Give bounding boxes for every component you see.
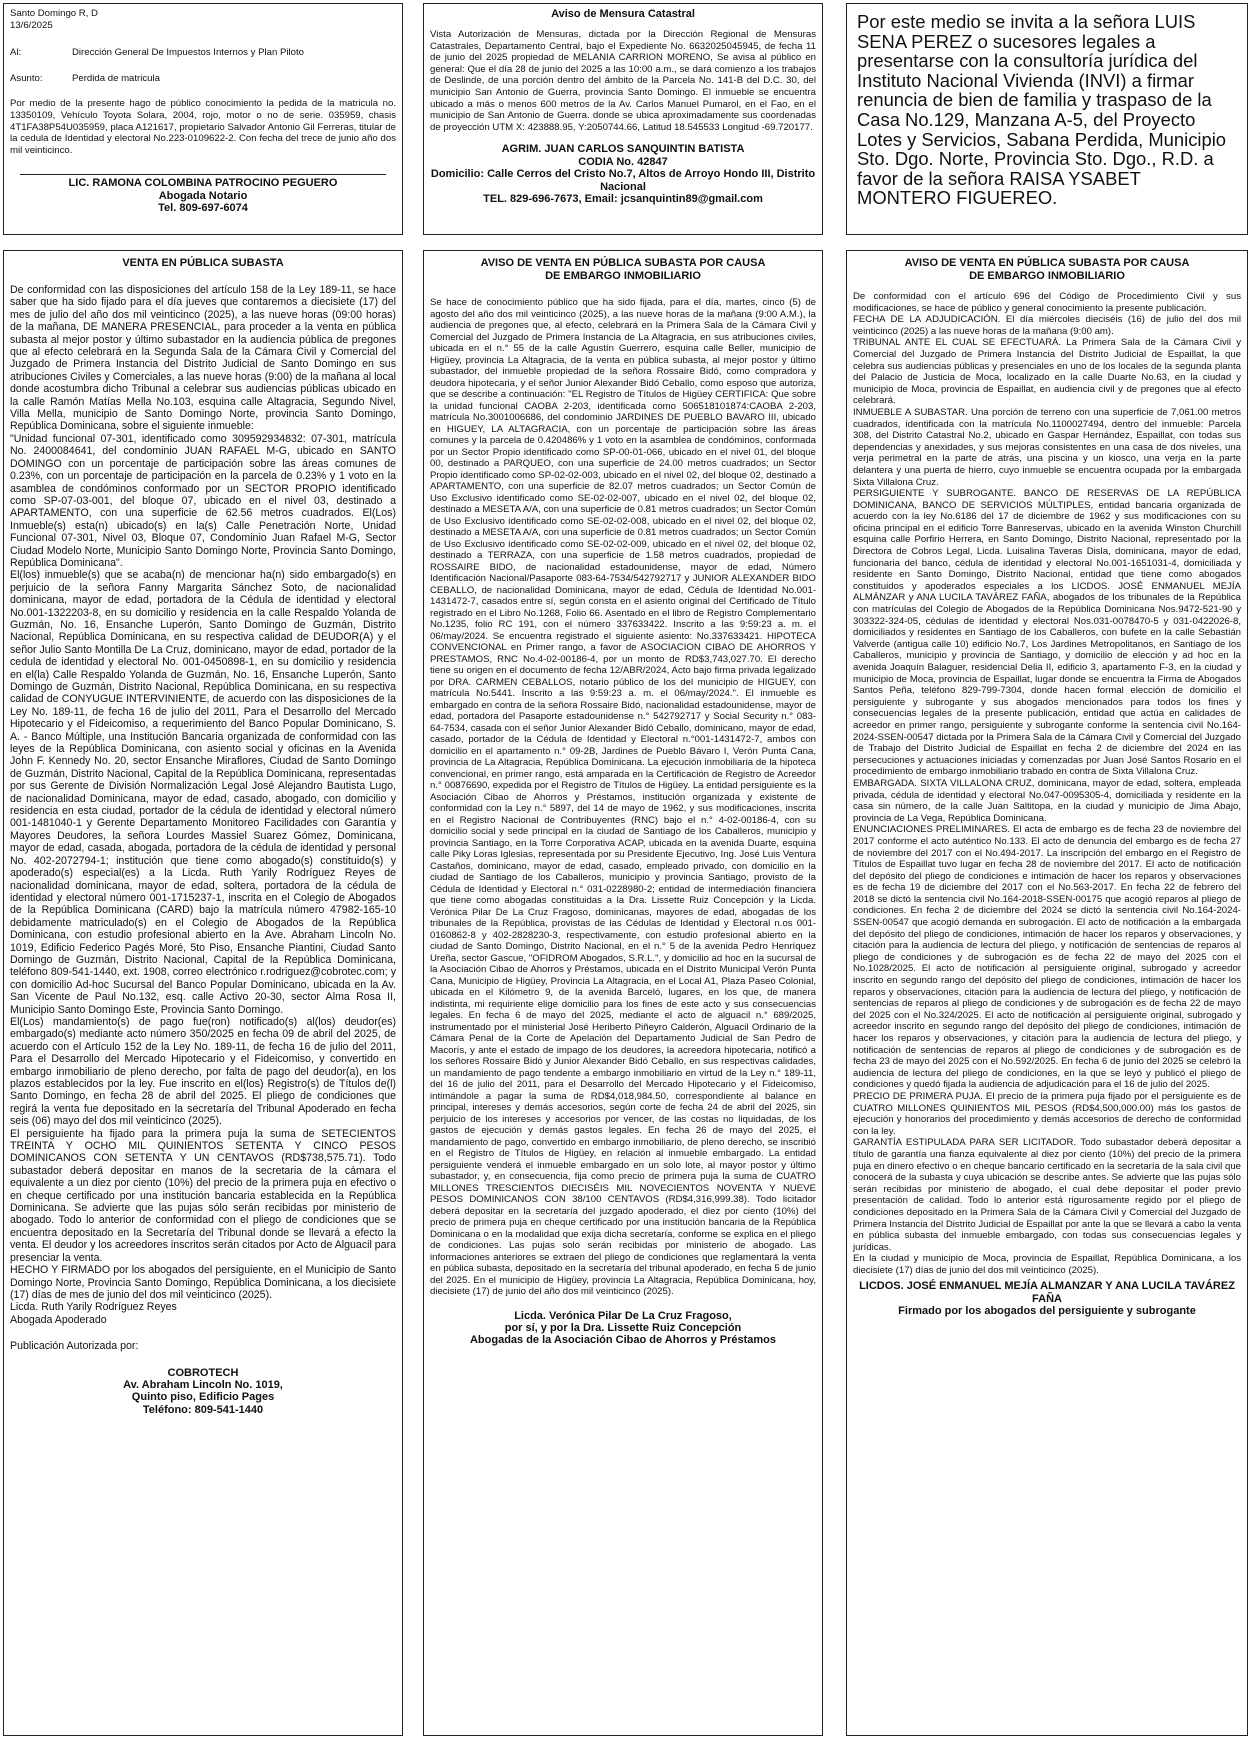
paragraph: De conformidad con las disposiciones del artículo 158 de la Ley 189-11, se hace saber que ha sido fijado para el día jueves que contaremos a diecisiete (17) del mes de julio del año dos mil veinticinco (2025), a las nueve horas (09:00 horas) de la mañana, DE MANERA PRESENCIAL, para proceder a la venta en pública subasta al mejor postor y último subastador en la audiencia pública de pregones que al efecto celebrará en la Segunda Sala de la Cámara Civil y Comercial del Juzgado de Primera Instancia del Distrito Judicial de Santo Domingo en sus atribuciones Civiles y Comerciales, a las nueve horas (9:00) de la mañana al local donde acostumbra dicho Tribunal a celebrar sus audiencias públicas ubicado en la calle Ramón Matías Mella No.103, esquina calle Altagracia, Segundo Nivel, Villa Mella, municipio de Santo Domingo Norte, provincia Santo Domingo, República Dominicana, sobre el siguiente inmueble:	[10, 284, 396, 433]
signature-role: Firmado por los abogados del persiguiente y subrogante	[898, 1305, 1196, 1318]
notice-public-auction-2	[423, 250, 823, 1736]
notice-title: Aviso de Mensura Catastral	[551, 8, 695, 20]
notice-body: Por este medio se invita a la señora LUIS SENA PEREZ o sucesores legales a presentarse con la consultoría jurídica del Instituto Nacional Vivienda (INVI) a firmar renuncia de bien de familia y traspaso de la Casa No.129, Manzana A-5, del Proyecto Lotes y Servicios, Sabana Perdida, Municipio Sto. Dgo. Norte, Provincia Sto. Dgo., R.D. a favor de la señora RAISA YSABET MONTERO FIGUEREO.	[857, 11, 1227, 209]
paragraph: FECHA DE LA ADJUDICACIÓN. El día miércoles dieciséis (16) de julio del dos mil veinticinco (2025) a las nueve horas de la mañana (9:00 am).	[853, 314, 1241, 337]
paragraph: "Unidad funcional 07-301, identificado como 309592934832: 07-301, matrícula No. 2400084641, del condominio JUAN RAFAEL M-G, ubicado en SANTO DOMINGO con un porcentaje de participación sobre las áreas comunes de 0.23%, con un porcentaje de participación en la parcela de 0.23% y 1 voto en la asamblea de condóminos conformado por un SECTOR PROPIO identificado como SP-07-03-001, del bloque 07, ubicado en el nivel 03, destinado a APARTAMENTO, con una superficie de 62.56 metros cuadrados. El(Los) Inmueble(s) esta(n) ubicado(s) en la(s) Calle Penetración Norte, Unidad Funcional 07-301, Nivel 03, Bloque 07, Condominio Juan Rafael M-G, Sector Ciudad Modelo Norte, Municipio Santo Domingo Norte, Provincia Santo Domingo, República Dominicana".	[10, 432, 396, 569]
publication-authorized: Publicación Autorizada por:	[10, 1340, 139, 1353]
signature-name: Licda. Verónica Pilar De La Cruz Fragoso,	[514, 1309, 732, 1322]
notice-invi-invitation	[846, 3, 1248, 235]
notice-subject-row	[10, 73, 396, 85]
paragraph: INMUEBLE A SUBASTAR. Una porción de terreno con una superficie de 7,061.00 metros cuadrados, identificada con la matrícula No.1100027494, dentro del inmueble: Parcela 308, del Distrito Catastral No.2, ubicado en Gaspar Hernández, Espaillat, con todas sus dependencias y anexidades, y sus mejoras consistentes en una casa de dos niveles, una verja perimetral en la parte de atrás, una piscina y un kiosco, una verja en la parte delantera y una puerta de hierro, cuyo inmueble se encuentra ocupada por la embargada Sixta Villalona Cruz.	[853, 406, 1241, 488]
paragraph: EMBARGADA. SIXTA VILLALONA CRUZ, dominicana, mayor de edad, soltera, empleada privada, cédula de identidad y electoral No.047-0095305-4, domiciliada y residente en la casa sin número, de la calle Juan Saltitopa, en la ciudad y municipio de Jima Abajo, provincia de La Vega, República Dominicana.	[853, 777, 1241, 824]
signature-company: COBROTECH	[167, 1366, 239, 1379]
lawyer-role: Abogada Apoderado	[10, 1313, 107, 1326]
paragraph: El(los) inmueble(s) que se acaba(n) de mencionar ha(n) sido embargado(s) en perjuicio de la señora Fanny Margarita Sánchez Soto, de nacionalidad dominicana, mayor de edad, portadora de la Cédula de identidad y electoral No.001-1322203-8, en su domicilio y residencia en la calle Respaldo Yolanda de Guzmán, No. 16, Ensanche Luperón, Santo Domingo de Guzmán, Distrito Nacional, República Dominicana, en su respectiva calidad de DEUDOR(A) y el señor Julio Santo Montilla De La Cruz, dominicano, mayor de edad, portador de la cedula de identidad y electoral No. 001-0450898-1, en su domicilio y residencia en el(la) Calle Respaldo Yolanda de Guzmán, No. 16, Ensanche Luperón, Santo Domingo de Guzmán, Distrito Nacional, República Dominicana, en su respectiva calidad de CONYUGUE INTERVINIENTE, de acuerdo con las disposiciones de la Ley No. 189-11, de fecha 16 de julio del 2011, Para el Desarrollo del Mercado Hipotecario y el Fideicomiso, a requerimiento del Banco Popular Dominicano, S. A. - Banco Múltiple, una Institución Bancaria organizada de conformidad con las leyes de la República Dominicana, con asiento social y oficinas en la Avenida John F. Kennedy No. 20, sector Ensanche Miraflores, Ciudad de Santo Domingo de Guzmán, Distrito Nacional, Capital de la República Dominicana, representadas por sus Gerente de División Normalización Legal José Alejandro Bautista Lugo, de nacionalidad Dominicana, mayor de edad, casado, abogado, con domicilio y residencia en esta ciudad, portador de la cédula de identidad y electoral número 001-1481040-1 y Gerente Departamento Monitoreo Facilidades con Garantía y Mayores Deudores, la señora Lourdes Massiel Suarez Gómez, Dominicana, mayor de edad, casada, abogada, portadora de la cédula de identidad y personal No. 402-2072794-1; institución que tiene como abogado(s) constituido(s) y apoderado(s) especial(es) a la Licda. Ruth Yarily Rodríguez Reyes de nacionalidad dominicana, mayor de edad, soltera, portadora de la cédula de identidad y electoral número 001-1715237-1, inscrita en el Colegio de Abogados de la República Dominicana (CARD) bajo la matrícula número 47982-165-10 debidamente matriculado(s) en el Colegio de Abogados de la República Dominicana, con estudio profesional abierto en la Ave. Abraham Lincoln No. 1019, Edificio Federico Pagés Moré, 5to Piso, Ensanche Piantini, Ciudad Santo Domingo de Guzmán, Distrito Nacional, Capital de la República Dominicana, teléfono 809-541-1440, ext. 1908, correo electrónico r.rodriguez@cobrotec.com; y con domicilio Ad-hoc Sucursal del Banco Popular Dominicano, ubicada en la Av. San Vicente de Paul No.132, esq. calle Activo 20-30, sector Alma Rosa II, Municipio Santo Domingo Este, Provincia Santo Domingo.	[10, 569, 396, 1016]
subject-label: Asunto:	[10, 72, 43, 84]
signature-line	[20, 174, 386, 175]
signature-name: AGRIM. JUAN CARLOS SANQUINTIN BATISTA	[501, 143, 745, 156]
signature-address: Domicilio: Calle Cerros del Cristo No.7, Altos de Arroyo Hondo III, Distrito Nacional	[430, 168, 816, 193]
signature-names: LICDOS. JOSÉ ENMANUEL MEJÍA ALMANZAR Y ANA LUCILA TAVÁREZ FAÑA	[859, 1280, 1235, 1305]
paragraph: El(Los) mandamiento(s) de pago fue(ron) notificado(s) al(los) deudor(es) embargado(s) mediante acto número 350/2025 en fecha 09 de abril del 2025, de acuerdo con el Artículo 152 de la Ley No. 189-11, de fecha 16 de julio del 2011, Para el Desarrollo del Mercado Hipotecario y el Fideicomiso, y convertido en embargo inmobiliario de pleno derecho, por falta de pago del deudor(a), en los plazos establecidos por la ley. Fue inscrito en el(los) Registro(s) de Títulos de(l) Santo Domingo, en fecha 28 de abril del 2025. El pliego de condiciones que regirá la venta fue depositado en la secretaría del Tribunal Apoderado en fecha seis (06) mayo del dos mil veinticinco (2025).	[10, 1015, 396, 1128]
notice-title: AVISO DE VENTA EN PÚBLICA SUBASTA POR CAUSA	[480, 257, 766, 269]
notice-subtitle: DE EMBARGO INMOBILIARIO	[545, 270, 701, 282]
notice-title: AVISO DE VENTA EN PÚBLICA SUBASTA POR CAUSA	[904, 257, 1190, 269]
notice-to-row	[10, 47, 396, 59]
paragraph: HECHO Y FIRMADO por los abogados del persiguiente, en el Municipio de Santo Domingo Norte, Provincia Santo Domingo, República Dominicana, a los diecisiete (17) días de mes de junio del dos mil veinticinco (2025).	[10, 1264, 396, 1301]
paragraph: De conformidad con el artículo 696 del Código de Procedimiento Civil y sus modificaciones, se hace de público y general conocimiento la presente publicación.	[853, 291, 1241, 314]
signature-contact: TEL. 829-696-7673, Email: jcsanquintin89@gmail.com	[483, 192, 763, 205]
notice-public-auction-1	[3, 250, 403, 1736]
lawyer-name: Licda. Ruth Yarily Rodríguez Reyes	[10, 1301, 177, 1314]
notice-lost-registration	[3, 3, 403, 235]
notice-date: 13/6/2025	[10, 19, 53, 31]
subject-value: Perdida de matricula	[72, 72, 160, 84]
signature-role: Abogadas de la Asociación Cibao de Ahorros y Préstamos	[469, 1334, 777, 1347]
signature-name: LIC. RAMONA COLOMBINA PATROCINO PEGUERO	[68, 177, 338, 190]
paragraph: PERSIGUIENTE Y SUBROGANTE. BANCO DE RESERVAS DE LA REPÚBLICA DOMINICANA, BANCO DE SERVICIOS MÚLTIPLES, entidad bancaria organizada de acuerdo con la ley No.6186 del 17 de diciembre de 1962 y sus modificaciones con su oficina principal en el edificio Torre Banreservas, ubicado en la avenida Winston Churchill esquina calle Porfirio Herrera, en Santo Domingo, Distrito Nacional, representado por la Directora de Cobros Legal, Licda. Luisalina Taveras Disla, dominicana, mayor de edad, funcionaria del banco, cédula de identidad y electoral No.001-1651031-4, domiciliada y residente en Santo Domingo, Distrito Nacional, entidad que tiene como abogados constituidos y apoderados especiales a los LICDOS. JOSÉ ENMANUEL MEJÍA ALMÁNZAR y ANA LUCILA TAVÁREZ FAÑA, abogados de los tribunales de la República con matrículas del Colegio de Abogados de la República Dominicana Nos.9472-521-90 y 303322-324-05, cédulas de identidad y electoral Nos.031-0078470-5 y 031-0422026-8, domiciliados y residentes en Santiago de los Caballeros, con bufete en la calle Sebastián Valverde (antigua calle 10) edificio No.7, Los Jardines Metropolitanos, en Santiago de los Caballeros, municipio y provincia de Santiago, y domicilio de elección y ad hoc en la avenida Joaquín Balaguer, residencial Delia II, edificio 3, apartamento F-3, en la ciudad y municipio de Moca, provincia de Espaillat, lugar donde se encuentra la Firma de Abogados Santos Peña, teléfono 829-799-7304, donde hacen formal elección de domicilio el persiguiente y subrogante y sus abogados mencionados para todos los fines y consecuencias legales de la presente publicación, entidad que actúa en calidades de acreedor en primer rango, persiguiente y subrogante conforme la sentencia civil No.164-2024-SSEN-00547 dictada por la Primera Sala de la Cámara Civil y Comercial del Juzgado de Trabajo del Distrito Judicial de Espaillat en fecha 2 de diciembre del 2024 en las persecuciones y actuaciones iniciadas y comenzadas por Juan José Santos Rosario en el procedimiento de embargo inmobiliario trabado en contra de Sixta Villalona Cruz.	[853, 488, 1241, 778]
notice-title: VENTA EN PÚBLICA SUBASTA	[122, 257, 284, 269]
notice-public-auction-3	[846, 250, 1248, 1736]
notice-body: Por medio de la presente hago de público conocimiento la pedida de la matricula no. 13350109, Vehículo Toyota Solara, 2004, rojo, motor o no de serie. 035959, chasis 4T1FA38P54U035959, placa A121617, propietario Salvador Antonio Gil Ferreras, titular de la cedula de Identidad y electoral No.223-0109622-2. Con fecha del trece de junio año dos mil veinticinco.	[10, 98, 396, 156]
to-value: Dirección General De Impuestos Internos y Plan Piloto	[72, 47, 304, 59]
notice-subtitle: DE EMBARGO INMOBILIARIO	[969, 270, 1125, 282]
signature-codia: CODIA No. 42847	[578, 155, 668, 168]
paragraph: Se hace de conocimiento público que ha sido fijada, para el día, martes, cinco (5) de agosto del año dos mil veinticinco (2025), a las nueve horas de la mañana (9:00 A.M.), la audiencia de pregones que, al efecto, celebrará en la Primera Sala de la Cámara Civil y Comercial del Juzgado de Primera Instancia de La Altagracia, en sus atribuciones civiles, ubicada en el n.° 55 de la calle Agustín Guerrero, esquina calle Beller, municipio de Higüey, provincia La Altagracia, de la venta en pública subasta, al mejor postor y último subastador, del inmueble propiedad de la señora Rossaire Bidó, como compradora y deudora hipotecaria, y el señor Junior Alexander Bidó Ceballo, como esposo que autoriza, que se describe a continuación: "EL Registro de Títulos de Higüey CERTIFICA: Que sobre la unidad funcional CAOBA 2-203, identificada como 506518101874:CAOBA 2-203, matrícula No.3001006686, del condominio JARDINES DE PUEBLO BAVARO III, ubicado en HIGUEY, LA ALTAGRACIA, con un porcentaje de participación sobre las áreas comunes y la parcela de 0.420486% y 1 voto en la asamblea de condóminos, conformada por un Sector Propio identificado como SP-00-01-066, ubicado en el nivel 01, del bloque 00, destinado a PARQUEO, con una superficie de 24.00 metros cuadrados; un Sector Propio identificado como SP-02-02-003, ubicado en el nivel 02, del bloque 02, destinado a APARTAMENTO, con una superficie de 82.07 metros cuadrados; un Sector Común de Uso Exclusivo identificado como SE-02-02-007, ubicado en el nivel 02, del bloque 02, destinado a MESETA A/A, con una superficie de 0.81 metros cuadrados; un Sector Común de Uso Exclusivo identificado como SE-02-02-008, ubicado en el nivel 02, del bloque 02, destinado a MESETA A/A, con una superficie de 0.81 metros cuadrados; un Sector Común de Uso Exclusivo identificado como SE-02-02-009, ubicado en el nivel 02, del bloque 02, destinado a TERRAZA, con una superficie de 1.58 metros cuadrados, propiedad de ROSSAIRE BIDO, de nacionalidad estadounidense, mayor de edad, Número Identificación Nacional/Pasaporte 083-64-7534/542792717 y JUNIOR ALEXANDER BIDO CEBALLO, de nacionalidad Dominicana, mayor de edad, Cédula de Identidad No.001-1431472-7, casados entre sí, según consta en el asiento original del Certificado de Título registrado en el Libro No.1268, Folio 66. Asentado en el libro de Registro Complementario No.1235, folio RC 191, con el número 337633422. Inscrito a las 9:59:23 a. m. el 06/may/2024. Se encuentra registrado el siguiente asiento: No.337633421. HIPOTECA CONVENCIONAL en Primer rango, a favor de ASOCIACION CIBAO DE AHORROS Y PRESTAMOS, RNC No.4-02-00186-4, por un monto de RD$3,743,027.70. El derecho tiene su origen en el documento de fecha 12/ABR/2024, Acto bajo firma privada legalizado por DRA. CARMEN CEBALLOS, notario público de los del municipio de HIGUEY, con matrícula No.5441. Inscrito a las 9:59:23 a. m. el 06/may/2024.". El inmueble es embargado en contra de la señora Rossaire Bidó, nacionalidad estadounidense, mayor de edad, portadora del Pasaporte estadounidense n.° 542792717 y Social Security n.° 083-64-7534, casada con el señor Junior Alexander Bidó Ceballo, dominicano, mayor de edad, casado, portador de la Cédula de Identidad y Electoral n.°001-1431472-7, ambos con domicilio en el apartamento n.° 09-2B, Jardines de Pueblo Bávaro I, Verón Punta Cana, provincia de La Altagracia, República Dominicana. La ejecución inmobiliaria de la hipoteca convencional, en primer rango, está amparada en la Certificación de Registro de Acreedor n.° 00876690, expedida por el Registro de Títulos de Higüey. La entidad persiguiente es la Asociación Cibao de Ahorros y Préstamos, institución organizada y existente de conformidad con la Ley n.° 5897, del 14 de mayo de 1962, y sus modificaciones, inscrita en el Registro Nacional de Contribuyentes (RNC) bajo el n.° 4-02-00186-4, con su domicilio social y sede principal en la ciudad de Santiago de los Caballeros, municipio y provincia Santiago, en la Torre Corporativa ACAP, ubicada en la avenida Duarte, esquina calle Piky Loras Iglesias, representada por su Presidente Ejecutivo, Ing. José Luis Ventura Castaños, dominicano, mayor de edad, casado, empleado privado, con domicilio en la ciudad de Santiago de los Caballeros, municipio y provincia Santiago, provisto de la Cédula de Identidad y Electoral n.° 031-0228980-2; entidad de intermediación financiera que tiene como abogadas constituidas a la Dra. Lissette Ruiz Concepción y la Licda. Verónica Pilar De La Cruz Fragoso, dominicanas, mayores de edad, abogadas de los tribunales de la República, provistas de las Cédulas de Identidad y Electoral n.os 001-0160862-8 y 402-2828230-3, respectivamente, con estudio profesional abierto en la ciudad de Santo Domingo, Distrito Nacional, en el n.° 5 de la avenida Pedro Henríquez Ureña, sector Gascue, "OFIDROM Abogados, S.R.L.", y domicilio ad hoc en la sucursal de la Asociación Cibao de Ahorros y Préstamos, ubicada en el Distrito Municipal Verón Punta Cana, Municipio de Higüey, Provincia La Altagracia, en el Local A1, Plaza Paseo Colonial, ubicada en el Kilómetro 9, de la avenida Barceló, lugares, en los que, de manera indistinta, mi requiriente elige domicilio para los fines de este acto y sus consecuencias legales. En fecha 6 de mayo del 2025, mediante el acto de alguacil n.° 689/2025, instrumentado por el ministerial José Heriberto Piñeyro Calderón, Alguacil Ordinario de la Cámara Penal de la Corte de Apelación del Departamento Judicial de San Pedro de Macorís, y ante el estado de impago de los deudores, la acreedora hipotecaria, notificó a los señores Rossaire Bidó y Junior Alexander Bidó Ceballo, en sus respectivas calidades, un mandamiento de pago tendente a embargo inmobiliario en virtud de la Ley n.° 189-11, del 16 de julio del 2011, para el Desarrollo del Mercado Hipotecario y el Fideicomiso, intimándole a pagar la suma de RD$4,018,984.50, correspondiente al balance en principal, intereses y demás accesorios, según corte de fecha 24 de abril del 2025, sin perjuicio de los intereses y accesorios por vencer, de las costas no liquidadas, de los gastos de ejecución y demás gastos legales. En fecha 26 de mayo del 2025, el mandamiento de pago, convertido en embargo inmobiliario, de pleno derecho, se inscribió en el Registro de Títulos de Higüey, en relación al inmueble embargado. La entidad persiguiente venderá el inmueble embargado en un solo lote, al mayor postor y último subastador, y, en consecuencia, fija como precio de primera puja la suma de CUATRO MILLONES TRESCIENTOS DIECISÉIS MIL NOVECIENTOS NOVENTA Y NUEVE PESOS DOMINICANOS CON 38/100 CENTAVOS (RD$4,316,999.38). Todo licitador deberá depositar en la secretaría del juzgado apoderado, el diez por ciento (10%) del precio de primera puja en cheque certificado por una institución bancaria de la República Dominicana o en la modalidad que exija dicha secretaría, conforme se explica en el pliego de condiciones. Las pujas solo serán recibidas por ministerio de abogado. Las informaciones anteriores se extraen del pliego de condiciones que reglamentará la venta en pública subasta, depositado en la secretaría del tribunal apoderado, en fecha 5 de junio del 2025. En el municipio de Higüey, provincia La Altagracia, República Dominicana, hoy, diecisiete (17) de junio del año dos mil veinticinco (2025).	[430, 297, 816, 1297]
paragraph: PRECIO DE PRIMERA PUJA. El precio de la primera puja fijado por el persiguiente es de CUATRO MILLONES QUINIENTOS MIL PESOS (RD$4,500,000.00) más los gastos de ejecución y honorarios del procedimiento y demás accesorios de derecho de conformidad con la ley.	[853, 1090, 1241, 1137]
signature-phone: Teléfono: 809-541-1440	[142, 1403, 264, 1416]
paragraph: TRIBUNAL ANTE EL CUAL SE EFECTUARÁ. La Primera Sala de la Cámara Civil y Comercial del Juzgado de Primera Instancia del Distrito Judicial de Espaillat, la que celebra sus audiencias públicas y presenciales en uno de los locales de la segunda planta del Palacio de Justicia de Moca, localizado en la calle Duarte No.63, en la ciudad y municipio de Moca, provincia de Espaillat, en audiencia civil y de pregones que al efecto celebrará.	[853, 337, 1241, 407]
signature-cosigner: por sí, y por la Dra. Lissette Ruiz Concepción	[504, 1321, 742, 1334]
notice-cadastral-survey	[423, 3, 823, 235]
paragraph: El persiguiente ha fijado para la primera puja la suma de SETECIENTOS TREINTA Y OCHO MIL QUINIENTOS SETENTA Y CINCO PESOS DOMINICANOS CON SETENTA Y UN CENTAVOS (RD$738,575.71). Todo subastador deberá depositar en manos de la secretaria de la cámara el equivalente a un diez por ciento (10%) del precio de la primera puja en efectivo o en cheque certificado por una institución bancaria establecida en la República Dominicana. Se advierte que las pujas sólo serán recibidas por ministerio de abogado. Todo lo anterior de conformidad con el pliego de condiciones que se encuentra depositado en la Secretaría del Tribunal donde se llevará a efecto la venta. El deudor y los acreedores inscritos serán citados por Acto de Alguacil para presenciar la venta.	[10, 1127, 396, 1264]
paragraph: ENUNCIACIONES PRELIMINARES. El acta de embargo es de fecha 23 de noviembre del 2017 conforme el acto auténtico No.133. El acto de denuncia del embargo es de fecha 27 de noviembre del 2017 con el No.494-2017. La inscripción del embargo en el Registro de Títulos de Espaillat tuvo lugar en fecha 28 de noviembre del 2017. El acto de notificación del depósito del pliego de condiciones e intimación de hacer los reparos y observaciones es de fecha 19 de diciembre del 2017 con el No.563-2017. En fecha 22 de febrero del 2018 se dictó la sentencia civil No.164-2018-SSEN-00175 que acogió reparos al pliego de condiciones. En fecha 2 de diciembre del 2024 se dictó la sentencia civil No.164-2024-SSEN-00547 que acogió demanda en subrogación. El acto de notificación a la embargada del depósito del pliego de condiciones, intimación de hacer los reparos y observaciones, y citación para la audiencia de lectura del pliego, y notificación de sentencias de reparos al pliego de condiciones y de subrogación es de fecha 22 de mayo del 2025 con el No.1028/2025. El acto de notificación al persiguiente original, subrogado y acreedor inscrito en segundo rango del depósito del pliego de condiciones, intimación de hacer los reparos y observaciones, citación para la audiencia de lectura del pliego, y notificación de sentencias de reparos al pliego de condiciones y de subrogación es de fecha 22 de mayo del 2025 con el No.324/2025. El acto de notificación al persiguiente original, subrogado y acreedor inscrito en segundo rango del depósito del pliego de condiciones, intimación de hacer los reparos y observaciones, y citación para la audiencia de lectura del pliego, y notificación de sentencias de reparos al pliego de condiciones y de subrogación es de fecha 23 de mayo del 2025 con el No.592/2025. En fecha 6 de junio del 2025 se celebró la audiencia de lectura del pliego de condiciones, en la que se leyó y publicó el pliego de condiciones y quedó fijada la audiencia de adjudicación para el 16 de julio del 2025.	[853, 824, 1241, 1091]
signature-title: Abogada Notario	[158, 189, 248, 202]
notice-location: Santo Domingo R, D	[10, 8, 98, 19]
signature-phone: Tel. 809-697-6074	[158, 202, 248, 215]
notice-body: Vista Autorización de Mensuras, dictada por la Dirección Regional de Mensuras Catastrales, Departamento Central, bajo el Expediente No. 6632025045945, de fecha 11 de junio del 2025 propiedad de MELANIA CARRION MORENO, Se avisa al público en general: Que el día 28 de junio del 2025 a las 10:00 a.m., se dará comienzo a los trabajos de Deslinde, de una porción dentro del ámbito de la Parcela No. 141-B del D.C. 30, del municipio San Antonio de Guerra, provincia Santo Domingo. El inmueble se encuentra ubicado a más o menos 600 metros de la Av. Carlos Manuel Pumarol, en el Fao, en el municipio de San Antonio de Guerra. donde se ubica aproximadamente sus coordenadas de proyección UTM X: 423888.95, Y:2050744.66, Latitud 18.545533 Longitud -69.720177.	[430, 29, 816, 133]
to-label: Al:	[10, 47, 22, 59]
paragraph: En la ciudad y municipio de Moca, provincia de Espaillat, República Dominicana, a los diecisiete (17) días de junio del dos mil veinticinco (2025).	[853, 1253, 1241, 1276]
signature-address: Av. Abraham Lincoln No. 1019,	[123, 1378, 283, 1391]
signature-building: Quinto piso, Edificio Pages	[131, 1391, 275, 1404]
paragraph: GARANTÍA ESTIPULADA PARA SER LICITADOR. Todo subastador deberá depositar a título de garantía una fianza equivalente al diez por ciento (10%) del precio de la primera puja en dinero efectivo o en cheque bancario certificado en la secretaría de la sala civil que conocerá de la subasta y cuya ubicación se describe antes. Se advierte que las pujas sólo serán recibidas por ministerio de abogado, el cual debe depositar el poder previo presentación de calidad. Todo lo anterior está rigurosamente regido por el pliego de condiciones depositado en la Primera Sala de la Cámara Civil y Comercial del Juzgado de Primera Instancia del Distrito Judicial de Espaillat por ante la que se llevará a cabo la venta en pública subasta del inmueble embargado, con todas sus consecuencias legales y jurídicas.	[853, 1137, 1241, 1253]
